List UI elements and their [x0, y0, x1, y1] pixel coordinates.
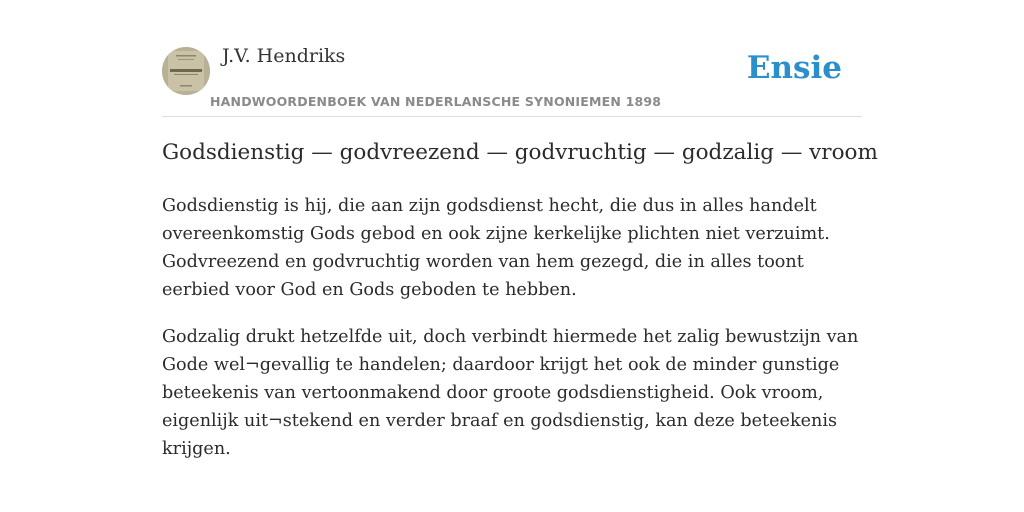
article-title: Godsdienstig — godvreezend — godvruchtig — godzalig — vroom [162, 140, 878, 165]
header [162, 0, 862, 117]
book-cover-icon[interactable] [162, 47, 210, 95]
source-title[interactable]: HANDWOORDENBOEK VAN NEDERLANSCHE SYNONIEMEN 1898 [210, 94, 662, 109]
page-container [162, 0, 878, 459]
article-paragraph-2: Godzalig drukt hetzelfde uit, doch verbindt hiermede het zalig bewustzijn van Gode wel¬gevallig te handelen; daardoor krijgt het ook de minder gunstige beteekenis van vertoonmakend door groote godsdienstigheid. Ook vroom, eigenlijk uit¬stekend en verder braaf en godsdienstig, kan deze beteekenis krijgen. [162, 327, 859, 459]
article-paragraph-1: Godsdienstig is hij, die aan zijn godsdienst hecht, die dus in alles handelt overeenkomstig Gods gebod en ook zijne kerkelijke plichten niet verzuimt. Godvreezend en godvruchtig worden van hem gezegd, die in alles toont eerbied voor God en Gods geboden te hebben. [162, 196, 830, 300]
brand-logo[interactable]: Ensie [746, 50, 842, 86]
author-name[interactable]: J.V. Hendriks [222, 45, 346, 67]
